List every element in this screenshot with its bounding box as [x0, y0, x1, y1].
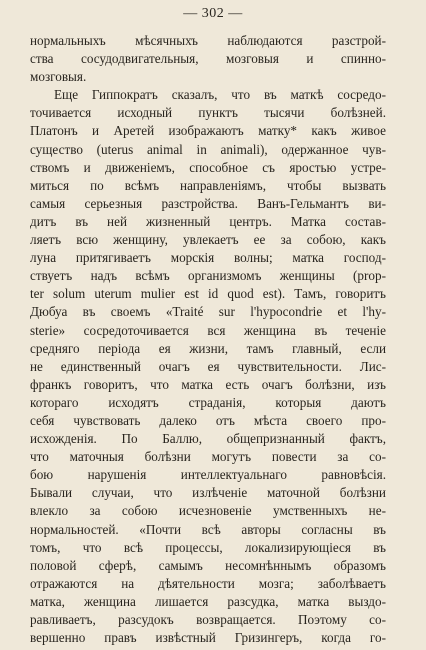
text-line: дитъ въ ней жизненный центръ. Матка состав- [30, 213, 386, 229]
text-line: ствомъ и движеніемъ, способное съ яростью устре- [30, 159, 386, 175]
text-line: луна притягиваетъ морскія волны; матка господ- [30, 250, 386, 266]
text-line: точивается исходный пунктъ тысячи болѣзней. [30, 105, 386, 121]
text-line: Платонъ и Аретей изображаютъ матку* какъ живое [30, 123, 386, 139]
text-line: ляетъ всю женщину, увлекаетъ ее за собою, какъ [30, 232, 386, 248]
text-line: нормальныхъ мѣсячныхъ наблюдаются разстрой- [30, 33, 386, 48]
text-line: отражаются на дѣятельности мозга; заболѣваетъ [30, 575, 386, 591]
text-line: ствуетъ надъ всѣмъ организмомъ женщины (prop- [30, 268, 386, 284]
text-line: половой сферѣ, самымъ несомнѣннымъ образомъ [30, 557, 386, 573]
text-line: Еще Гиппократъ сказалъ, что въ маткѣ сосредо- [54, 87, 386, 103]
text-line: котораго исходятъ страданія, которыя даютъ [30, 394, 386, 410]
text-line: Бывали случаи, что излѣченіе маточной болѣзни [30, 485, 386, 501]
text-line: нормальностей. «Почти всѣ авторы согласны въ [30, 521, 386, 537]
text-line: равливаетъ, разсудокъ возвращается. Поэтому со- [30, 612, 386, 627]
text-line: томъ, что всѣ процессы, локализирующіеся въ [30, 539, 386, 555]
text-line: миться по всѣмъ направленіямъ, чтобы вызвать [30, 177, 386, 193]
text-line: влекло за собою исчезновеніе умственныхъ не- [30, 503, 386, 519]
text-line: существо (uterus animal in animali), одержанное чув- [30, 141, 386, 157]
text-line: вершенно правъ извѣстный Гризингеръ, когда го- [30, 630, 386, 646]
text-line: ter solum uterum mulier est id quod est). Тамъ, говоритъ [30, 286, 386, 302]
text-line: Дюбуа въ своемъ «Traité sur l'hypocondrie et l'hy- [30, 304, 386, 320]
text-line: исхожденія. По Баллю, общепризнанный фактъ, [30, 431, 386, 447]
text-line: что маточныя болѣзни могутъ повести за со- [30, 449, 386, 465]
text-line: ства сосудодвигательныя, мозговыя и спинно- [30, 51, 386, 67]
body-text [30, 32, 386, 647]
text-line: sterie» сосредоточивается вся женщина въ теченіе [30, 322, 386, 338]
text-line: бою нарушенія интеллектуальнаго равновѣсія. [30, 467, 386, 483]
text-line: матка, женщина лишается разсудка, матка выздо- [30, 593, 386, 609]
text-line: мозговыя. [30, 69, 87, 85]
text-line: средняго періода ея жизни, тамъ главный, если [30, 340, 386, 356]
text-line: самыя серьезныя разстройства. Ванъ-Гельмантъ ви- [30, 195, 386, 211]
text-line: не единственный очагъ ея чувствительности. Лис- [30, 358, 386, 374]
page-number: — 302 — [183, 6, 243, 21]
text-line: франкъ говоритъ, что матка есть очагъ болѣзни, изъ [30, 376, 386, 392]
text-line: себя чувствовать далеко отъ мѣста своего про- [30, 412, 386, 428]
